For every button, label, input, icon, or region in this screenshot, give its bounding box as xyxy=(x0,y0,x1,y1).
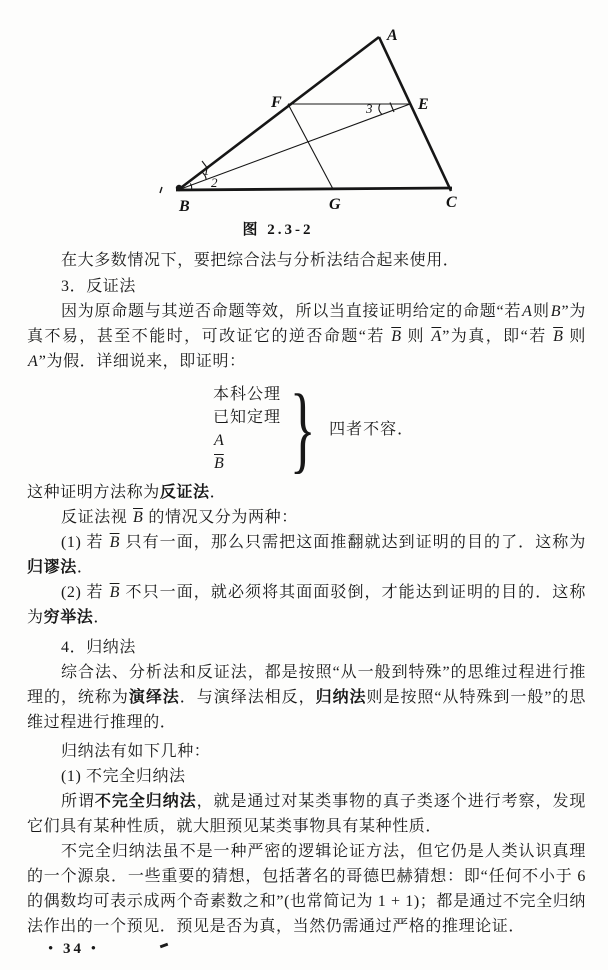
vertex-label-c: C xyxy=(446,194,457,211)
figure-232-wrap xyxy=(0,0,608,246)
vertex-label-a: A xyxy=(387,27,398,44)
vertex-label-e: E xyxy=(418,96,429,113)
para-contrapositive: 因为原命题与其逆否命题等效，所以当直接证明给定的命题“若A则B”为真不易，甚至不能时，可改证它的逆否命题“若 $\overline{B}$ 则 $\overline{A}$”为真，即“若 $\overline{B}$ 则 A”为假．详细说来，即证明： xyxy=(27,303,586,370)
vertex-label-b: B xyxy=(179,198,190,215)
angle-label-3: 3 xyxy=(366,101,373,116)
ink-speck xyxy=(160,943,169,949)
premise-theorems: 已知定理 xyxy=(213,409,282,426)
para-incomplete-induction-heading: (1) 不完全归纳法 xyxy=(61,768,186,785)
angle-label-1: 1 xyxy=(203,163,210,178)
arc-angle3 xyxy=(379,104,382,114)
heading-induction: 4．归纳法 xyxy=(61,639,137,656)
premise-list xyxy=(213,383,281,475)
vertex-dot-b xyxy=(176,185,182,191)
figure-caption: 图 2.3-2 xyxy=(242,222,314,238)
para-incomplete-induction-def: 所谓不完全归纳法，就是通过对某类事物的真子类逐个进行考察，发现它们具有某种性质，就大胆预见某类事物具有某种性质． xyxy=(27,793,587,835)
vertex-label-f: F xyxy=(271,94,282,111)
para-summary-combine: 在大多数情况下，要把综合法与分析法结合起来使用． xyxy=(61,252,460,269)
page-number: • 34 • xyxy=(48,941,100,957)
para-induction-kinds: 归纳法有如下几种： xyxy=(61,743,211,760)
vertex-label-g: G xyxy=(329,196,341,213)
right-brace: } xyxy=(289,375,317,483)
para-deduction-vs-induction: 综合法、分析法和反证法，都是按照“从一般到特殊”的思维过程进行推理的，统称为演绎法．与演绎法相反，归纳法则是按照“从特殊到一般”的思维过程进行推理的． xyxy=(27,664,586,731)
ink-speck xyxy=(160,187,162,193)
body-text xyxy=(0,246,608,939)
display-four-incompatible xyxy=(213,375,586,483)
para-goldbach: 不完全归纳法虽不是一种严密的逻辑论证方法，但它仍是人类认识真理的一个源泉．一些重要的猜想，包括著名的哥德巴赫猜想：即“任何不小于 6 的偶数均可表示成两个奇素数之和”(也常简记为 1 + 1)；都是通过不完全归纳法作出的一个预见．预见是否为真，当然仍需通过严格的推理论证． xyxy=(27,843,586,935)
para-two-cases: 反证法视 $\overline{B}$ 的情况又分为两种： xyxy=(61,509,298,526)
heading-proof-by-contradiction: 3．反证法 xyxy=(61,278,137,295)
premise-axioms: 本科公理 xyxy=(213,386,282,403)
geometry-figure xyxy=(0,0,608,246)
incompatible-label: 四者不容． xyxy=(329,420,415,438)
para-method-name: 这种证明方法称为反证法． xyxy=(27,484,227,501)
para-case-2: (2) 若 $\overline{B}$ 不只一面，就必须将其面面驳倒，才能达到证明的目的．这称为穷举法． xyxy=(27,584,586,626)
premise-a: A xyxy=(214,432,224,449)
premise-not-b: $\overline{B}$ xyxy=(214,455,224,472)
side-ac xyxy=(379,37,451,191)
para-case-1: (1) 若 $\overline{B}$ 只有一面，那么只需把这面推翻就达到证明的目的了．这称为归谬法． xyxy=(27,534,586,576)
angle-label-2: 2 xyxy=(211,175,218,190)
